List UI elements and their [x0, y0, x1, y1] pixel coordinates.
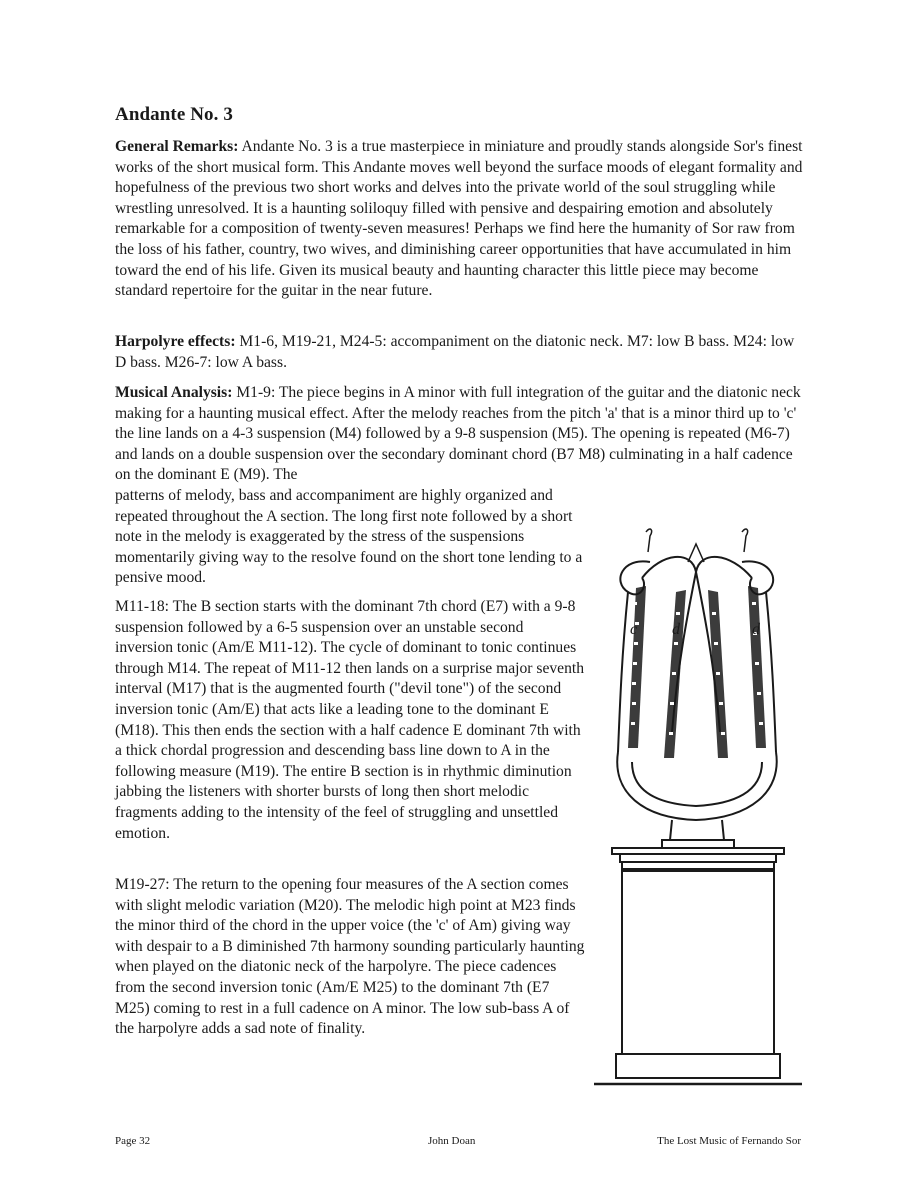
neck-letter-d-right: d: [752, 621, 760, 638]
harpolyre-effects-text: M1-6, M19-21, M24-5: accompaniment on the diatonic neck. M7: low B bass. M24: low D bass. M26-7: low A bass.: [115, 333, 795, 371]
footer-page-number: Page 32: [115, 1135, 151, 1147]
section-title: Andante No. 3: [115, 104, 233, 125]
musical-analysis-label: Musical Analysis:: [115, 384, 233, 401]
return-paragraph: M19-27: The return to the opening four measures of the A section comes with slight melodic variation (M20). The melodic high point at M23 finds the minor third of the chord in the upper voice (the 'c' of Am) giving way with despair to a B diminished 7th harmony sounding particularly haunting when played on the diatonic neck of the harpolyre. The piece cadences from the second inversion tonic (Am/E M25) to the dominant 7th (E7 M25) coming to rest in a full cadence on A minor. The low sub-bass A of the harpolyre adds a sad note of finality.: [115, 876, 585, 1038]
neck-letter-d: d: [672, 621, 680, 638]
footer-author: John Doan: [428, 1135, 476, 1147]
b-section-paragraph: M11-18: The B section starts with the dominant 7th chord (E7) with a 9-8 suspension followed by a 6-5 suspension over an unstable second inversion tonic (Am/E M11-12). The cycle of dominant to tonic continues through M14. The repeat of M11-12 then lands on a surprise major seventh interval (M17) that is the augmented fourth ("devil tone") of the second inversion tonic (Am/E) that acts like a leading tone to the dominant E (M18). This then ends the section with a half cadence E dominant 7th with a thick chordal progression and descending bass line down to A in the following measure (M19). The entire B section is in rhythmic diminution jabbing the listeners with shorter bursts of long then short melodic fragments adding to the intensity of the feel of struggling and unsettled emotion.: [115, 598, 585, 842]
general-remarks-paragraph: [115, 137, 805, 302]
general-remarks-label: General Remarks:: [115, 138, 239, 155]
musical-analysis-text-continued: patterns of melody, bass and accompaniment are highly organized and repeated throughout the A section. The long first note followed by a short note in the melody is exaggerated by the stress of the suspensions momentarily giving way to the resolve found on the short tone lending to a pensive mood.: [115, 486, 583, 587]
harpolyre-effects-label: Harpolyre effects:: [115, 333, 236, 350]
neck-letter-c: c: [630, 621, 638, 638]
general-remarks-text: Andante No. 3 is a true masterpiece in miniature and proudly stands alongside Sor's finest works of the short musical form. This Andante moves well beyond the surface moods of elegant formality and hopefulness of the previous two short works and delves into the private world of the soul struggling while wrestling unresolved. It is a haunting soliloquy filled with pensive and despairing emotion and absolutely remarkable for a composition of twenty-seven measures! Perhaps we find here the humanity of Sor raw from the loss of his father, country, two wives, and diminishing career opportunities that have accumulated in him toward the end of his life. Given its musical beauty and haunting character this little piece may become standard repertoire for the guitar in the near future.: [115, 138, 803, 300]
harpolyre-effects-paragraph: [115, 332, 805, 373]
footer-book-title: The Lost Music of Fernando Sor: [657, 1135, 801, 1147]
musical-analysis-text: M1-9: The piece begins in A minor with full integration of the guitar and the diatonic neck making for a haunting musical effect. After the melody reaches from the pitch 'a' that is a minor third up to 'c' the line lands on a 4-3 suspension (M4) followed by a 9-8 suspension (M5). The opening is repeated (M6-7) and lands on a double suspension over the secondary dominant chord (B7 M8) culminating in a half cadence on the dominant E (M9). The: [115, 384, 801, 484]
harpolyre-illustration-icon: [592, 522, 804, 1092]
